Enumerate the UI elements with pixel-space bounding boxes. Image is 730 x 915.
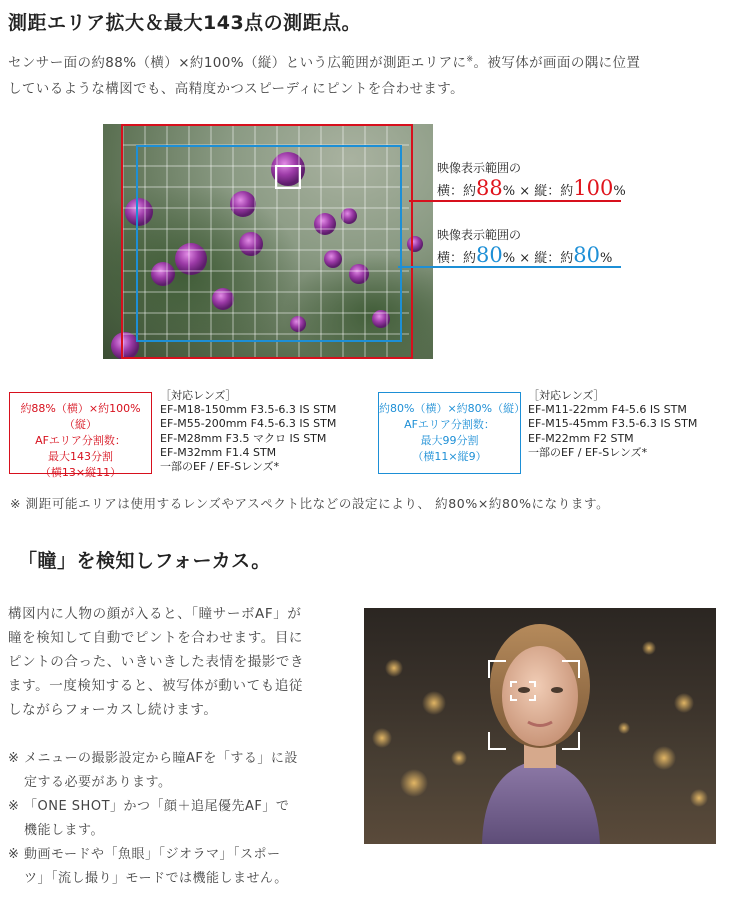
- lead-text: [8, 50, 724, 102]
- af-spec-blue-line1: 約80%（横）×約80%（縦）: [379, 402, 526, 415]
- af-spec-red-line4: （横13×縦11）: [39, 466, 122, 479]
- label-88-h-value: 88: [476, 176, 503, 200]
- lead-text-part2: 。被写体が画面の隅に位置: [473, 55, 641, 71]
- label-80-h-value: 80: [476, 243, 503, 267]
- note-mark: ※: [8, 751, 20, 766]
- face-detection-frame: [488, 660, 580, 750]
- label-80-mid: % × 縦：約: [502, 251, 574, 266]
- note-line: 定する必要があります。: [24, 775, 172, 790]
- eye-af-line: しながらフォーカスし続けます。: [8, 702, 218, 718]
- af-spec-blue-line2: AFエリア分割数：: [404, 418, 495, 431]
- af-spec-box-blue: [378, 392, 526, 474]
- af-area-80-frame: [136, 145, 402, 342]
- label-88-prefix: 横：約: [437, 184, 477, 199]
- lens-list-heading: ［対応レンズ］: [528, 389, 605, 402]
- lens-item: 一部のEF / EF-Sレンズ*: [528, 445, 648, 459]
- footnote-mark: ※: [466, 54, 474, 64]
- note-line: 動画モードや「魚眼」「ジオラマ」「スポー: [24, 847, 281, 862]
- section-title-af-area: 測距エリア拡大＆最大143点の測距点。: [8, 12, 362, 34]
- lens-list-heading: ［対応レンズ］: [160, 389, 237, 402]
- af-spec-box-red: [9, 392, 152, 479]
- eye-af-line: 瞳を検知して自動でピントを合わせます。目に: [8, 630, 304, 646]
- label-80-prefix: 横：約: [437, 251, 477, 266]
- lead-text-line2: しているような構図でも、高精度かつスピーディにピントを合わせます。: [8, 81, 464, 97]
- red-leader-line: [409, 200, 621, 202]
- eye-af-line: ます。一度検知すると、被写体が動いても追従: [8, 678, 304, 694]
- note-mark: ※: [8, 799, 20, 814]
- lens-item: EF-M55-200mm F4.5-6.3 IS STM: [160, 417, 337, 431]
- lens-item: EF-M28mm F3.5 マクロ IS STM: [160, 431, 327, 445]
- lens-item: EF-M32mm F1.4 STM: [160, 445, 277, 459]
- lens-item: EF-M22mm F2 STM: [528, 431, 634, 445]
- note-line: ツ」「流し撮り」モードでは機能しません。: [24, 871, 288, 886]
- af-spec-blue-line4: （横11×縦9）: [412, 450, 487, 463]
- eye-detection-frame: [510, 681, 536, 701]
- eye-af-note-item: [8, 843, 353, 891]
- af-spec-red-line2: AFエリア分割数：: [35, 434, 126, 447]
- lens-item: EF-M18-150mm F3.5-6.3 IS STM: [160, 403, 337, 417]
- lens-list-blue: [528, 389, 697, 460]
- eye-af-line: 構図内に人物の顔が入ると、「瞳サーボAF」が: [8, 606, 302, 622]
- eye-af-line: ピントの合った、いきいきした表情を撮影でき: [8, 654, 305, 670]
- lens-item: EF-M15-45mm F3.5-6.3 IS STM: [528, 417, 698, 431]
- note-line: 「ONE SHOT」かつ「顔＋追尾優先AF」で: [24, 799, 290, 814]
- label-88-100: [437, 159, 626, 200]
- af-spec-red-line1: 約88%（横）×約100%（縦）: [20, 402, 141, 431]
- label-80-heading: 映像表示範囲の: [437, 228, 522, 242]
- label-80-pct: %: [600, 251, 613, 266]
- lead-text-part1: センサー面の約88%（横）×約100%（縦）という広範囲が測距エリアに: [8, 55, 467, 71]
- eye-af-notes: [8, 747, 353, 891]
- af-point-square: [275, 165, 301, 189]
- label-88-heading: 映像表示範囲の: [437, 161, 522, 175]
- section-title-eye-af: 「瞳」を検知しフォーカス。: [18, 550, 271, 572]
- label-88-pct: %: [613, 184, 626, 199]
- label-88-v-value: 100: [573, 176, 614, 200]
- portrait-photo: [364, 608, 716, 844]
- af-spec-red-line3: 最大143分割: [48, 450, 113, 463]
- af-spec-blue-line3: 最大99分割: [420, 434, 479, 447]
- label-80-v-value: 80: [573, 243, 600, 267]
- note-line: 機能します。: [24, 823, 104, 838]
- label-80-80: [437, 226, 612, 267]
- af-area-note: ※ 測距可能エリアは使用するレンズやアスペクト比などの設定により、 約80%×約80%になります。: [10, 496, 610, 511]
- note-line: メニューの撮影設定から瞳AFを「する」に設: [24, 751, 298, 766]
- lens-item: EF-M11-22mm F4-5.6 IS STM: [528, 403, 687, 417]
- eye-af-note-item: [8, 795, 353, 843]
- eye-af-description: [8, 602, 353, 722]
- eye-af-note-item: [8, 747, 353, 795]
- note-mark: ※: [8, 847, 20, 862]
- flower-photo: [103, 124, 433, 359]
- lens-item: 一部のEF / EF-Sレンズ*: [160, 460, 280, 474]
- lens-list-red: [160, 389, 336, 474]
- label-88-mid: % × 縦：約: [502, 184, 574, 199]
